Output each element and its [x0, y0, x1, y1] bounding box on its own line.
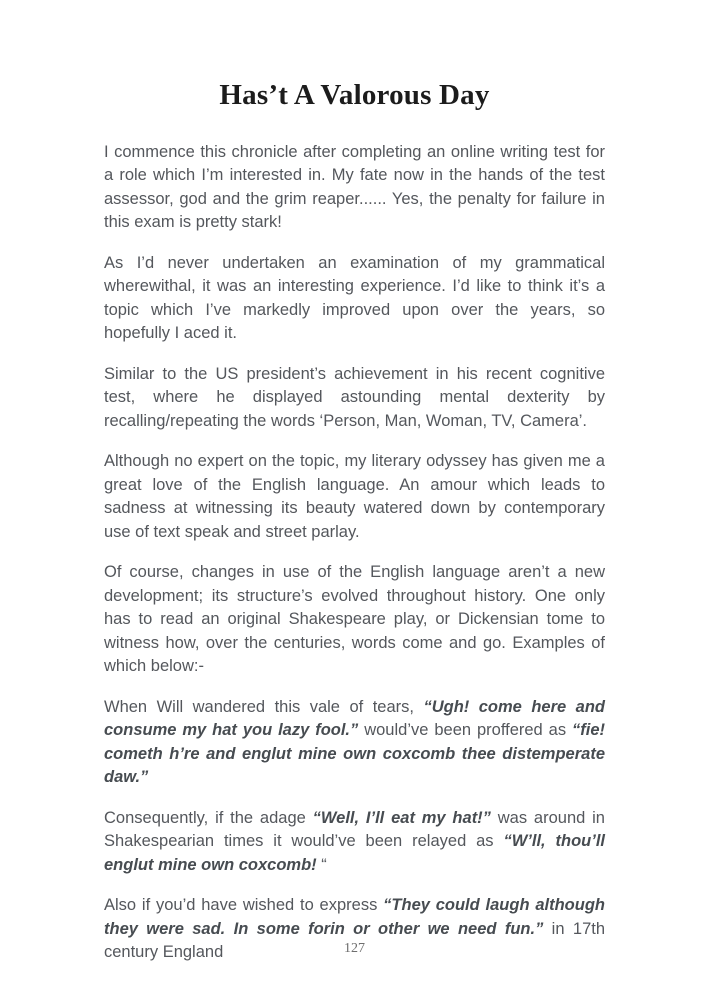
body-text-run: was around in Shakespearian times it would’ve been relayed as: [104, 808, 605, 851]
quoted-phrase: “Well, I’ll eat my hat!”: [312, 808, 491, 827]
quoted-phrase: “fie! cometh h’re and englut mine own coxcomb thee distemperate daw.”: [104, 721, 605, 787]
body-text-run: Also if you’d have wished to express: [104, 896, 384, 915]
body-text-run: I commence this chronicle after completing an online writing test for a role which I’m interested in. My fate now in the hands of the test assessor, god and the grim reaper...... Yes, the penalty for failure in this exam is pretty stark!: [104, 142, 605, 232]
body-text-run: “: [316, 855, 327, 874]
paragraph: [104, 252, 605, 346]
body-text-run: in 17th century England: [104, 919, 606, 962]
body-text-run: Consequently, if the adage: [104, 808, 313, 827]
paragraph: [104, 696, 605, 790]
page-title: Has’t A Valorous Day: [219, 79, 490, 111]
body-text-run: As I’d never undertaken an examination of my grammatical wherewithal, it was an interesting experience. I’d like to think it’s a topic which I’ve markedly improved upon over the years, so hopefully I aced it.: [104, 253, 605, 343]
body-text-run: would’ve been proffered as: [358, 721, 572, 740]
paragraph: [104, 363, 605, 434]
body-text-run: Similar to the US president’s achievement in his recent cognitive test, where he displayed astounding mental dexterity by recalling/repeating the words ‘Person, Man, Woman, TV, Camera’.: [104, 364, 605, 430]
body-text-run: Of course, changes in use of the English language aren’t a new development; its structure’s evolved throughout history. One only has to read an original Shakespeare play, or Dickensian tome to witness how, over the centuries, words come and go. Examples of which below:-: [104, 563, 605, 676]
quoted-phrase: “W’ll, thou’ll englut mine own coxcomb!: [104, 832, 605, 874]
quoted-phrase: “They could laugh although they were sad. In some forin or other we need fun.”: [104, 896, 605, 938]
quoted-phrase: “Ugh! come here and consume my hat you lazy fool.”: [104, 697, 605, 740]
article-body: [104, 141, 605, 965]
paragraph: [104, 561, 605, 679]
paragraph: [104, 141, 605, 235]
paragraph: [104, 807, 605, 878]
body-text-run: When Will wandered this vale of tears,: [104, 697, 424, 716]
body-text-run: Although no expert on the topic, my literary odyssey has given me a great love of the English language. An amour which leads to sadness at witnessing its beauty watered down by contemporary use of text speak and street parlay.: [104, 452, 605, 541]
page-number: 127: [344, 941, 365, 956]
paragraph: [104, 450, 605, 544]
